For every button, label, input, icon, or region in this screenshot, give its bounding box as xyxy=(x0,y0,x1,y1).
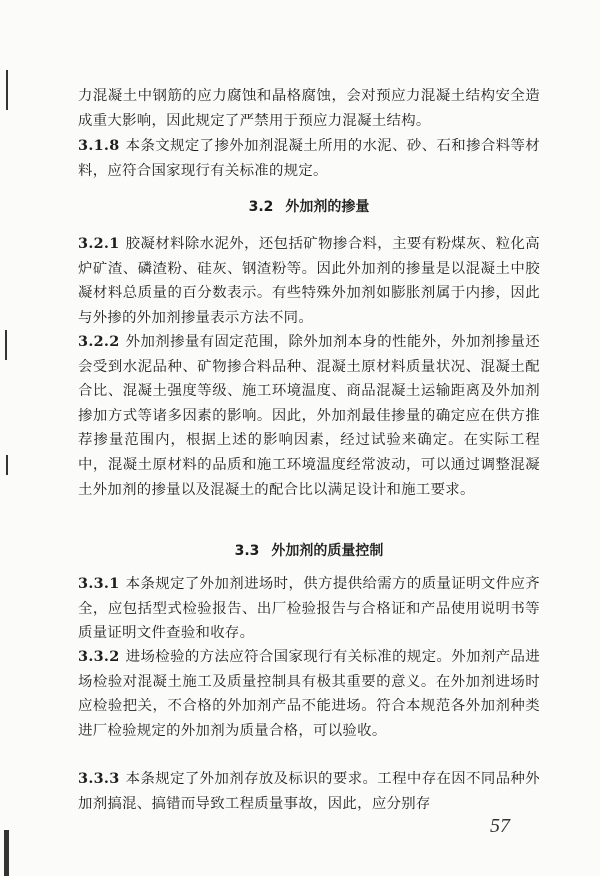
page-number: 57 xyxy=(490,815,510,837)
clause-3-3-2 xyxy=(78,645,540,743)
clause-3-2-1 xyxy=(78,232,540,330)
binding-mark xyxy=(6,70,8,110)
clause-number: 3.2.2 xyxy=(78,333,120,350)
clause-text: 进场检验的方法应符合国家现行有关标准的规定。外加剂产品进场检验对混凝土施工及质量控制具有极其重要的意义。在外加剂进场时应检验把关，不合格的外加剂产品不能进场。符合本规范各外加剂种类进厂检验规定的外加剂为质量合格，可以验收。 xyxy=(78,649,540,739)
clause-3-3-3 xyxy=(78,767,540,816)
clause-3-1-8 xyxy=(78,134,540,183)
clause-3-2-2 xyxy=(78,330,540,502)
section-heading-3-3 xyxy=(78,539,540,563)
clause-number: 3.2.1 xyxy=(78,235,120,252)
clause-text: 胶凝材料除水泥外，还包括矿物掺合料，主要有粉煤灰、粒化高炉矿渣、磷渣粉、硅灰、钢渣粉等。因此外加剂的掺量是以混凝土中胶凝材料总质量的百分数表示。有些特殊外加剂如膨胀剂属于内掺，因此与外掺的外加剂掺量表示方法不同。 xyxy=(78,236,540,326)
section-number: 3.3 xyxy=(234,543,260,559)
clause-text: 本条规定了外加剂进场时，供方提供给需方的质量证明文件应齐全，应包括型式检验报告、出厂检验报告与合格证和产品使用说明书等质量证明文件查验和收存。 xyxy=(78,576,540,642)
clause-text: 本条文规定了掺外加剂混凝土所用的水泥、砂、石和掺合料等材料，应符合国家现行有关标准的规定。 xyxy=(78,138,540,179)
section-heading-3-2 xyxy=(78,195,540,219)
binding-mark xyxy=(6,455,8,475)
clause-3-3-1 xyxy=(78,572,540,646)
binding-mark xyxy=(4,830,9,876)
continuation-paragraph: 力混凝土中钢筋的应力腐蚀和晶格腐蚀，会对预应力混凝土结构安全造成重大影响，因此规定了严禁用于预应力混凝土结构。 xyxy=(78,88,540,129)
section-title: 外加剂的掺量 xyxy=(285,199,370,215)
clause-number: 3.1.8 xyxy=(78,137,120,154)
clause-number: 3.3.3 xyxy=(78,770,120,787)
clause-text: 本条规定了外加剂存放及标识的要求。工程中存在因不同品种外加剂搞混、搞错而导致工程质量事故，因此，应分别存 xyxy=(78,771,540,812)
clause-number: 3.3.2 xyxy=(78,648,120,665)
binding-mark xyxy=(5,330,7,360)
section-title: 外加剂的质量控制 xyxy=(271,543,384,559)
section-number: 3.2 xyxy=(248,199,274,215)
clause-text: 外加剂掺量有固定范围，除外加剂本身的性能外，外加剂掺量还会受到水泥品种、矿物掺合料品种、混凝土原材料质量状况、混凝土配合比、混凝土强度等级、施工环境温度、商品混凝土运输距离及外加剂掺加方式等诸多因素的影响。因此，外加剂最佳掺量的确定应在供方推荐掺量范围内，根据上述的影响因素，经过试验来确定。在实际工程中，混凝土原材料的品质和施工环境温度经常波动，可以通过调整混凝土外加剂的掺量以及混凝土的配合比以满足设计和施工要求。 xyxy=(78,334,540,498)
clause-number: 3.3.1 xyxy=(78,575,120,592)
